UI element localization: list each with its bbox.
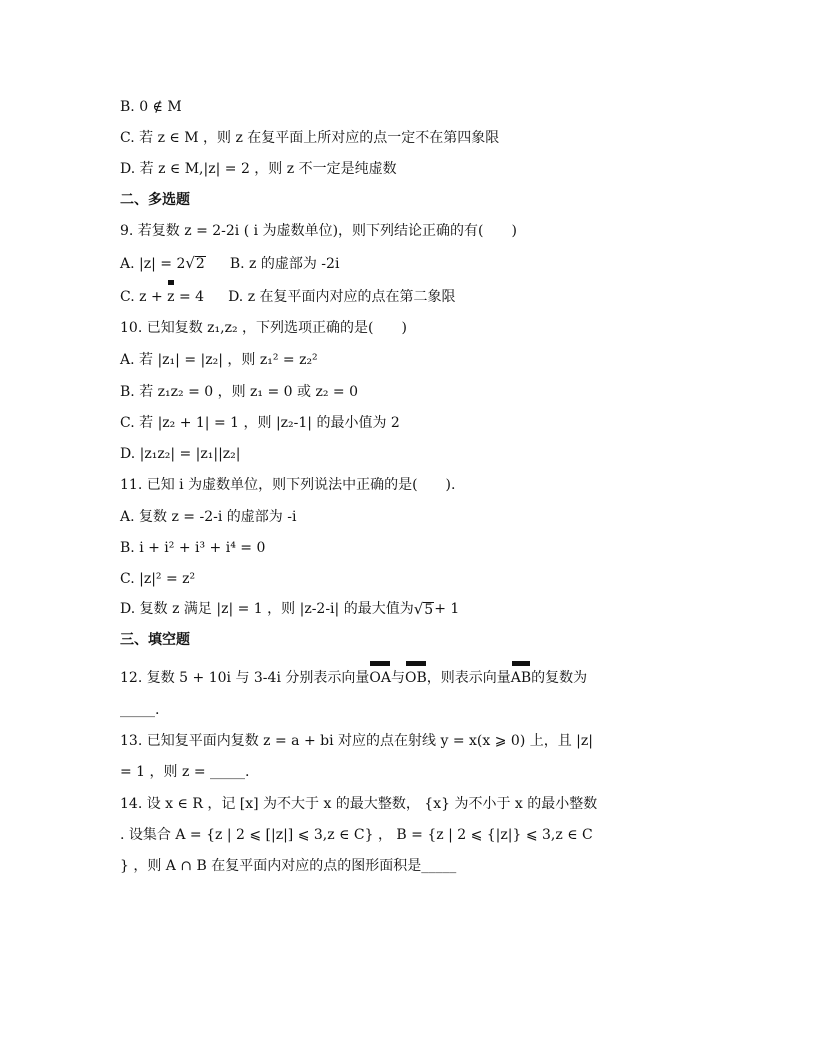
vector-ab: AB [510,670,532,686]
q9-options-cd [120,288,456,306]
conjugate-z: z [167,289,175,305]
sqrt-symbol: √ 2 [185,254,205,272]
q8-option-d: D. 若 z ∈ M,|z| = 2 ，则 z 不一定是纯虚数 [120,161,397,177]
q9-options-ab [120,254,339,273]
q9-option-a: A. |z| = 2 √ 2 [120,254,205,272]
q14-line-2: . 设集合 A = {z | 2 ⩽ [|z|] ⩽ 3,z ∈ C} ， B = {z | 2 ⩽ {|z|} ⩽ 3,z ∈ C [120,827,593,843]
q12-answer-blank: _____. [120,702,160,718]
q9-option-c: C. z + z = 4 [120,289,205,305]
q8-option-c: C. 若 z ∈ M ，则 z 在复平面上所对应的点一定不在第四象限 [120,130,500,146]
q11-option-a: A. 复数 z = -2-i 的虚部为 -i [120,509,297,525]
q13-line-2: = 1 ，则 z = _____. [120,764,250,780]
q9-option-d: D. z 在复平面内对应的点在第二象限 [228,289,456,305]
q11-option-b: B. i + i² + i³ + i⁴ = 0 [120,540,266,556]
q10-option-d: D. |z₁z₂| = |z₁||z₂| [120,446,241,462]
q9-stem: 9. 若复数 z = 2-2i ( i 为虚数单位)，则下列结论正确的有( ) [120,223,517,239]
q10-option-c: C. 若 |z₂ + 1| = 1 ，则 |z₂-1| 的最小值为 2 [120,415,400,431]
q10-option-b: B. 若 z₁z₂ = 0 ，则 z₁ = 0 或 z₂ = 0 [120,384,359,400]
section-heading-fill-blank: 三、填空题 [120,632,190,648]
q14-line-3: } ，则 A ∩ B 在复平面内对应的点的图形面积是_____ [120,858,457,874]
q11-stem: 11. 已知 i 为虚数单位，则下列说法中正确的是( ). [120,477,456,493]
q12-stem: 12. 复数 5 + 10i 与 3-4i 分别表示向量 OA 与 OB ，则表示向量 AB 的复数为 [120,670,588,686]
q10-option-a: A. 若 |z₁| = |z₂| ，则 z₁² = z₂² [120,352,318,368]
q14-line-1: 14. 设 x ∈ R ，记 [x] 为不大于 x 的最大整数， {x} 为不小于 x 的最小整数 [120,796,598,812]
vector-oa: OA [369,670,391,686]
q11-option-c: C. |z|² = z² [120,571,196,587]
q10-stem: 10. 已知复数 z₁,z₂ ，下列选项正确的是( ) [120,320,407,336]
sqrt-symbol: √ 5 [413,600,434,618]
q13-line-1: 13. 已知复平面内复数 z = a + bi 对应的点在射线 y = x(x ⩾ 0) 上，且 |z| [120,733,593,749]
section-heading-multiple-choice: 二、多选题 [120,192,190,208]
q11-option-d: D. 复数 z 满足 |z| = 1 ，则 |z-2-i| 的最大值为 √ 5 + 1 [120,600,460,618]
q9-option-b: B. z 的虚部为 -2i [229,255,340,272]
vector-ob: OB [404,670,427,686]
q8-option-b: B. 0 ∉ M [120,99,182,115]
